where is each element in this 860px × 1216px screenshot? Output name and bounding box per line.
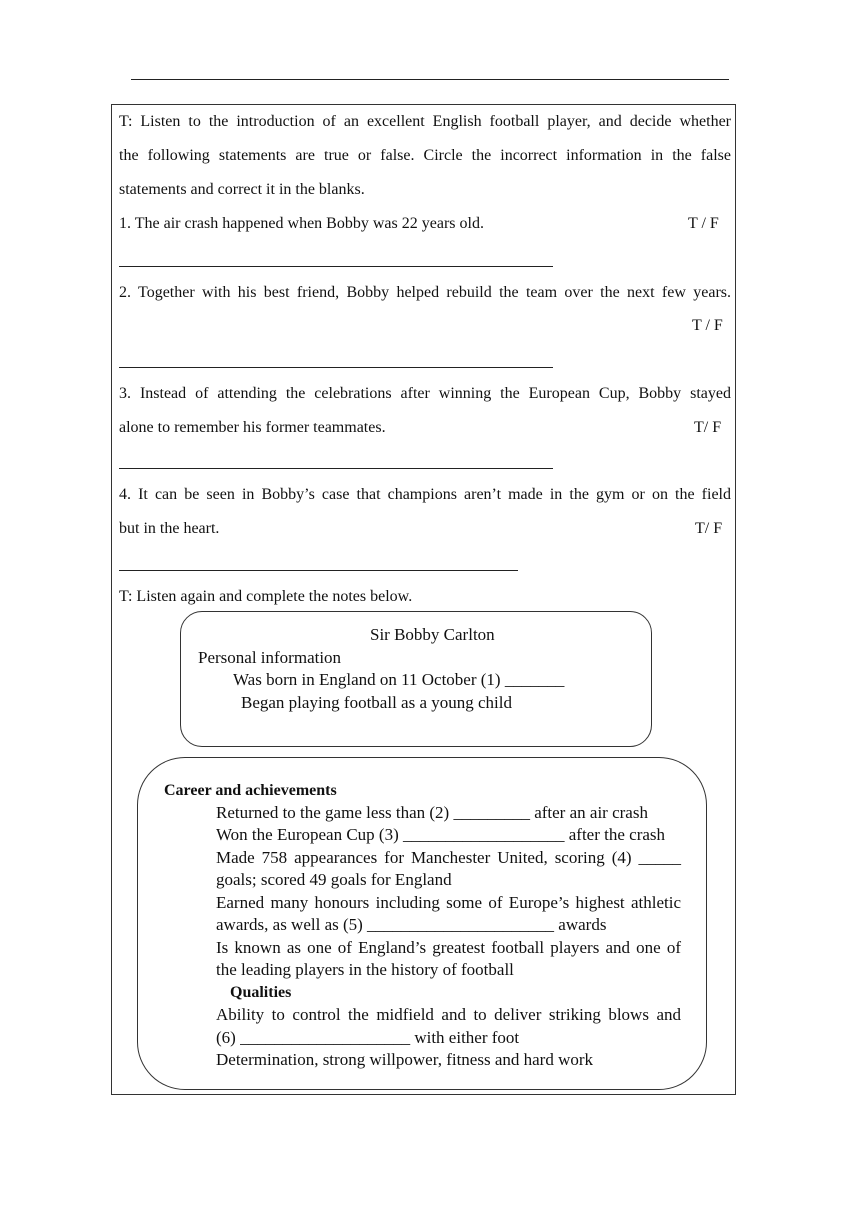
qualities-heading: Qualities [230, 984, 292, 1001]
answer-blank[interactable] [119, 570, 518, 571]
career-line: Won the European Cup (3) ___________________ after the crash [216, 825, 666, 844]
instruction-line: statements and correct it in the blanks. [119, 181, 365, 198]
true-false-mark[interactable]: T/ F [695, 520, 723, 537]
answer-blank[interactable] [119, 468, 553, 469]
instruction-line: the following statements are true or false. Circle the incorrect information in the false [119, 147, 731, 164]
header-rule [131, 79, 729, 80]
notes-title: Sir Bobby Carlton [370, 625, 495, 644]
career-line: Is known as one of England’s greatest football players and one of [216, 938, 681, 957]
career-line: the leading players in the history of football [216, 960, 514, 979]
personal-item: Was born in England on 11 October (1) _______ [233, 670, 565, 689]
statement-1: 1. The air crash happened when Bobby was 22 years old. [119, 215, 484, 232]
career-line: goals; scored 49 goals for England [216, 870, 452, 889]
career-line: Returned to the game less than (2) _________ after an air crash [216, 803, 648, 822]
answer-blank[interactable] [119, 266, 553, 267]
true-false-mark[interactable]: T/ F [694, 419, 722, 436]
statement-3: 3. Instead of attending the celebrations after winning the European Cup, Bobby stayed [119, 385, 731, 402]
career-heading: Career and achievements [164, 782, 337, 799]
qualities-line: Ability to control the midfield and to deliver striking blows and [216, 1005, 681, 1024]
statement-4: 4. It can be seen in Bobby’s case that champions aren’t made in the gym or on the field [119, 486, 731, 503]
answer-blank[interactable] [119, 367, 553, 368]
personal-heading: Personal information [198, 648, 342, 667]
qualities-line: Determination, strong willpower, fitness and hard work [216, 1050, 594, 1069]
career-line: awards, as well as (5) ______________________ awards [216, 915, 607, 934]
instruction-line: T: Listen again and complete the notes below. [119, 588, 413, 605]
personal-item: Began playing football as a young child [241, 693, 512, 712]
qualities-line: (6) ____________________ with either foot [216, 1028, 520, 1047]
statement-4-continued: but in the heart. [119, 520, 220, 537]
statement-2: 2. Together with his best friend, Bobby helped rebuild the team over the next few years. [119, 284, 731, 301]
true-false-mark[interactable]: T / F [692, 317, 723, 334]
instruction-line: T: Listen to the introduction of an excellent English football player, and decide whether [119, 113, 731, 130]
true-false-mark[interactable]: T / F [688, 215, 719, 232]
career-line: Earned many honours including some of Europe’s highest athletic [216, 893, 681, 912]
statement-3-continued: alone to remember his former teammates. [119, 419, 386, 436]
career-line: Made 758 appearances for Manchester United, scoring (4) _____ [216, 848, 681, 867]
